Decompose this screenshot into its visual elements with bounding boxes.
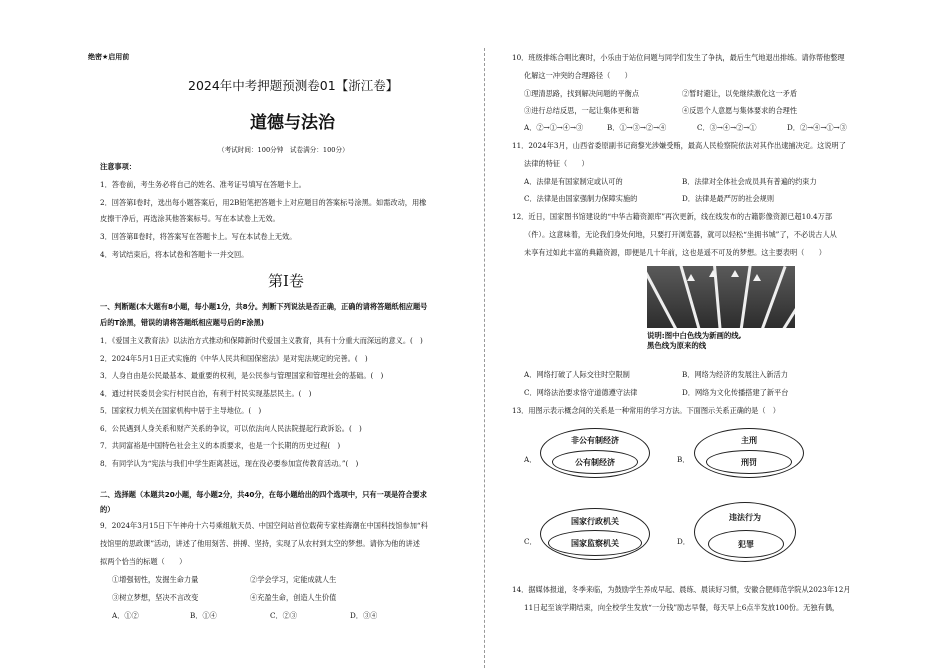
q9-statement-2: ②学会学习，定能成就人生 [250, 575, 337, 584]
diagram-c-outer-label: 国家行政机关 [571, 517, 619, 526]
q10-line: 10．班级排练合唱比赛时，小乐由于站位问题与同学们发生了争执，最后生气地退出排练。请你帮他整理 [512, 53, 845, 62]
q9-statement-1: ①增强韧性，发掘生命力量 [112, 575, 199, 584]
choice-heading: 二、选择题（本题共20小题，每小题2分，共40分，在每小题给出的四个选项中，只有一项是符合要求 [100, 490, 427, 499]
q10-option-b[interactable]: B．①→③→②→④ [607, 123, 667, 132]
secret-label: 绝密★启用前 [88, 53, 130, 61]
judge-heading-cont: 后的T涂黑，错误的请将答题纸相应题号后的F涂黑) [100, 318, 265, 327]
judge-item: 4．通过村民委员会实行村民自治，有利于村民实现基层民主。( ) [100, 389, 312, 398]
q10-statement-2: ②暂时避让，以免继续激化这一矛盾 [682, 89, 798, 98]
judge-item: 2．2024年5月1日正式实施的《中华人民共和国保密法》是对宪法规定的完善。( ) [100, 354, 368, 363]
q10-option-d[interactable]: D．②→④→①→③ [787, 123, 847, 132]
q11-option-c[interactable]: C．法律是由国家强制力保障实施的 [524, 194, 638, 203]
q10-line: 化解这一冲突的合理路径（ ） [524, 71, 632, 80]
exam-title: 2024年中考押题预测卷01【浙江卷】 [188, 78, 399, 93]
q9-line: 技馆里的思政课”活动，讲述了他用刻苦、拼搏、坚持，实现了从农村到太空的梦想。请你为他的讲述 [100, 539, 420, 548]
subject-title: 道德与法治 [250, 113, 335, 133]
q9-option-a[interactable]: A．①② [112, 611, 139, 620]
q12-line: 未享有过如此丰富的典籍资源，即便是几十年前，这也是遥不可及的梦想。这主要表明（ ） [524, 248, 826, 257]
diagram-b-outer-label: 主刑 [741, 436, 757, 445]
choice-heading-cont: 的） [100, 505, 115, 514]
note-item: 皮擦干净后，再选涂其他答案标号。写在本试卷上无效。 [100, 214, 280, 223]
q12-option-d[interactable]: D．网络为文化传播搭建了新平台 [682, 388, 789, 397]
q10-statement-3: ③进行总结反思，一起让集体更和谐 [524, 106, 640, 115]
diagram-d-outer-label: 违法行为 [729, 513, 761, 522]
note-item: 3．回答第Ⅱ卷时，将答案写在答题卡上。写在本试卷上无效。 [100, 232, 297, 241]
q13-option-b[interactable]: B． [677, 455, 690, 464]
judge-item: 5．国家权力机关在国家机构中居于主导地位。( ) [100, 406, 262, 415]
note-item: 2．回答第Ⅰ卷时，选出每小题答案后，用2B铅笔把答题卡上对应题目的答案标号涂黑。如需改动，用橡 [100, 198, 427, 207]
q12-line: （件）。这意味着，无论我们身处何地，只要打开浏览器，就可以轻松“坐拥书城”了，不必说古人从 [524, 230, 837, 239]
q12-line: 12．近日，国家图书馆建设的“中华古籍资源库”再次更新，线在线发布的古籍影像资源已超10.4万部 [512, 212, 833, 221]
q10-option-a[interactable]: A．②→①→④→③ [524, 123, 584, 132]
judge-item: 8．有同学认为“宪法与我们中学生距离甚远，现在没必要参加宣传教育活动。”( ) [100, 459, 359, 468]
note-item: 1．答卷前，考生务必将自己的姓名、准考证号填写在答题卡上。 [100, 180, 306, 189]
notes-heading: 注意事项： [100, 162, 136, 171]
road-lines-photo [647, 266, 795, 328]
q9-statement-4: ④充盈生命，创造人生价值 [250, 593, 337, 602]
q12-option-a[interactable]: A．网络打破了人际交往时空限制 [524, 370, 630, 379]
judge-item: 7．共同富裕是中国特色社会主义的本质要求，也是一个长期的历史过程( ) [100, 441, 341, 450]
q9-option-d[interactable]: D．③④ [350, 611, 378, 620]
arrow-up-icon [687, 274, 695, 281]
diagram-c-inner-label: 国家监察机关 [571, 539, 619, 548]
photo-caption-line2: 黑色线为原来的线 [647, 341, 707, 350]
q9-statement-3: ③树立梦想，坚决不言改变 [112, 593, 199, 602]
arrow-up-icon [709, 270, 717, 277]
column-divider [484, 48, 485, 668]
diagram-b-inner-label: 刑罚 [741, 458, 757, 467]
arrow-up-icon [753, 274, 761, 281]
q14-line: 14．据媒体报道，冬季来临，为鼓励学生养成早起、晨练、晨读好习惯，安徽合肥师范学院从2023年12月 [512, 585, 851, 594]
q11-option-d[interactable]: D．法律是最严厉的社会规则 [682, 194, 775, 203]
q13-line: 13．用图示表示概念间的关系是一种常用的学习方法。下面图示关系正确的是（ ） [512, 406, 780, 415]
judge-heading: 一、判断题(本大题有8小题，每小题1分，共8分。判断下列说法是否正确，正确的请将答题纸相应题号 [100, 302, 428, 311]
q9-option-c[interactable]: C．②③ [270, 611, 298, 620]
photo-caption-line1: 说明:图中白色线为新画的线, [647, 331, 742, 340]
judge-item: 3．人身自由是公民最基本、最重要的权利，是公民参与管理国家和管理社会的基础。( ) [100, 371, 384, 380]
q12-option-b[interactable]: B．网络为经济的发展注入新活力 [682, 370, 788, 379]
q13-option-c[interactable]: C． [524, 537, 537, 546]
diagram-a-outer-label: 非公有制经济 [571, 436, 619, 445]
q9-option-b[interactable]: B．①④ [190, 611, 217, 620]
q12-option-c[interactable]: C．网络法治要求恪守道德遵守法律 [524, 388, 638, 397]
q11-option-b[interactable]: B．法律对全体社会成员具有普遍的约束力 [682, 177, 817, 186]
q13-option-a[interactable]: A． [524, 455, 537, 464]
q10-statement-1: ①理清思路，找到解决问题的平衡点 [524, 89, 640, 98]
note-item: 4．考试结束后，将本试卷和答题卡一并交回。 [100, 250, 249, 259]
diagram-d-inner-label: 犯罪 [738, 540, 754, 549]
volume-title: 第Ⅰ卷 [268, 272, 304, 290]
arrow-up-icon [731, 270, 739, 277]
q11-option-a[interactable]: A．法律是有国家制定或认可的 [524, 177, 623, 186]
diagram-a-inner-label: 公有制经济 [575, 458, 615, 467]
judge-item: 1．《爱国主义教育法》以法治方式推动和保障新时代爱国主义教育，具有十分重大而深远的意义。( ) [100, 336, 423, 345]
judge-item: 6．公民遇到人身关系和财产关系的争议，可以依法向人民法院提起行政诉讼。( ) [100, 424, 362, 433]
q10-option-c[interactable]: C．③→④→②→① [697, 123, 757, 132]
q11-line: 法律的特征（ ） [524, 159, 589, 168]
q13-option-d[interactable]: D． [677, 537, 690, 546]
q14-line: 11日起至该学期结束，向全校学生发放“一分钱”励志早餐，每天早上6点半发放100份。无独有偶， [524, 603, 840, 612]
q9-line: 拟两个恰当的标题（ ） [100, 557, 187, 566]
q10-statement-4: ④反思个人意愿与集体要求的合理性 [682, 106, 798, 115]
exam-info: （考试时间：100分钟 试卷满分：100分） [218, 146, 349, 154]
q9-line: 9．2024年3月15日下午神舟十六号乘组航天员、中国空间站首位载荷专家桂海潮在中国科技馆参加“科 [100, 521, 428, 530]
q11-line: 11．2024年3月，山西省委原副书记商黎光涉嫌受贿，最高人民检察院依法对其作出逮捕决定。这说明了 [512, 141, 846, 150]
